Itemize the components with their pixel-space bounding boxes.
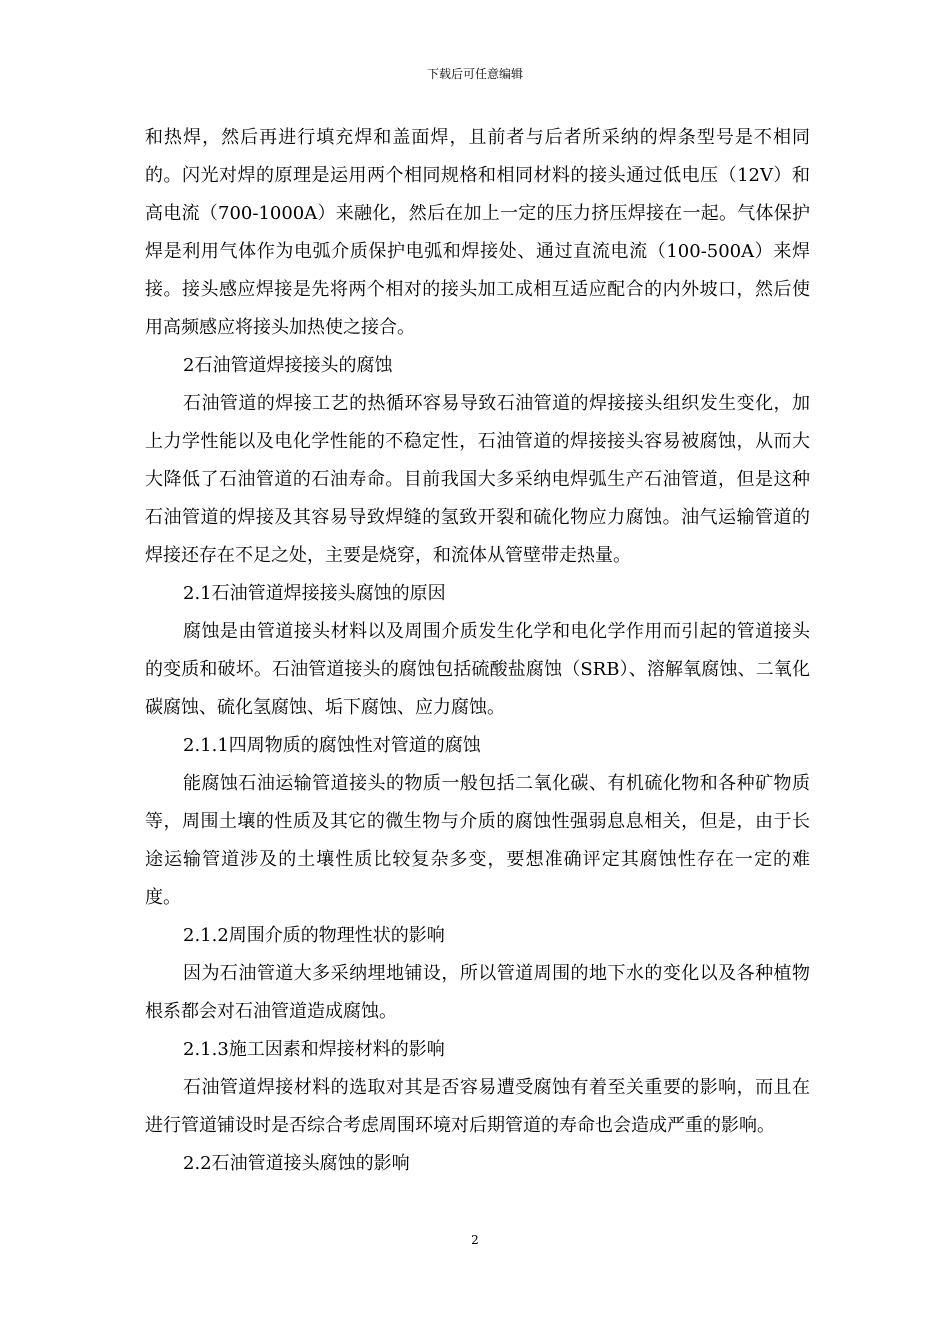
- body-paragraph: 石油管道的焊接工艺的热循环容易导致石油管道的焊接接头组织发生变化，加上力学性能以及电化学性能的不稳定性，石油管道的焊接接头容易被腐蚀，从而大大降低了石油管道的石油寿命。目前我国大多采纳电焊弧生产石油管道，但是这种石油管道的焊接及其容易导致焊缝的氢致开裂和硫化物应力腐蚀。油气运输管道的焊接还存在不足之处，主要是烧穿，和流体从管壁带走热量。: [145, 393, 810, 566]
- section-heading: 2.2石油管道接头腐蚀的影响: [183, 1153, 410, 1174]
- section-heading: 2.1.2周围介质的物理性状的影响: [183, 925, 445, 946]
- section-heading: 2.1石油管道焊接接头腐蚀的原因: [183, 583, 446, 604]
- section-heading: 2石油管道焊接接头的腐蚀: [183, 355, 393, 376]
- body-paragraph: 因为石油管道大多采纳埋地铺设，所以管道周围的地下水的变化以及各种植物根系都会对石油管道造成腐蚀。: [145, 963, 810, 1022]
- body-paragraph: 能腐蚀石油运输管道接头的物质一般包括二氧化碳、有机硫化物和各种矿物质等，周围土壤的性质及其它的微生物与介质的腐蚀性强弱息息相关，但是，由于长途运输管道涉及的土壤性质比较复杂多变，要想准确评定其腐蚀性存在一定的难度。: [145, 773, 810, 908]
- body-paragraph: 石油管道焊接材料的选取对其是否容易遭受腐蚀有着至关重要的影响，而且在进行管道铺设时是否综合考虑周围环境对后期管道的寿命也会造成严重的影响。: [145, 1077, 810, 1136]
- section-heading: 2.1.3施工因素和焊接材料的影响: [183, 1039, 445, 1060]
- page-header: 下载后可任意编辑: [426, 67, 523, 81]
- body-paragraph: 和热焊，然后再进行填充焊和盖面焊，且前者与后者所采纳的焊条型号是不相同的。闪光对焊的原理是运用两个相同规格和相同材料的接头通过低电压（12V）和高电流（700-1000A）来融化，然后在加上一定的压力挤压焊接在一起。气体保护焊是利用气体作为电弧介质保护电弧和焊接处、通过直流电流（100-500A）来焊接。接头感应焊接是先将两个相对的接头加工成相互适应配合的内外坡口，然后使用高频感应将接头加热使之接合。: [145, 127, 810, 338]
- body-paragraph: 腐蚀是由管道接头材料以及周围介质发生化学和电化学作用而引起的管道接头的变质和破坏。石油管道接头的腐蚀包括硫酸盐腐蚀（SRB）、溶解氧腐蚀、二氧化碳腐蚀、硫化氢腐蚀、垢下腐蚀、应力腐蚀。: [145, 621, 810, 718]
- document-body: [145, 119, 810, 1183]
- page-number: 2: [471, 1233, 479, 1247]
- section-heading: 2.1.1四周物质的腐蚀性对管道的腐蚀: [183, 735, 481, 756]
